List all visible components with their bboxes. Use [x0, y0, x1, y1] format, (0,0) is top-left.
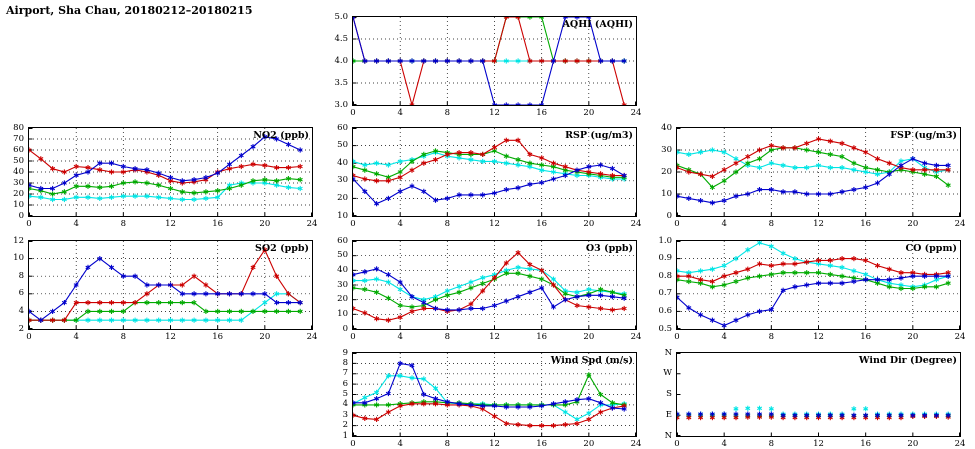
x-tick-label-rsp: 20 — [583, 219, 595, 229]
x-tick-label-so2: 20 — [259, 332, 271, 342]
y-tick-label-so2: 10 — [13, 253, 24, 264]
x-tick-label-wspd: 12 — [489, 439, 500, 449]
x-tick-label-no2: 4 — [73, 219, 79, 229]
x-tick-label-co: 0 — [674, 332, 680, 342]
plot-area-rsp — [352, 127, 637, 217]
y-tick-label-rsp: 20 — [337, 192, 348, 203]
series-co-s1 — [677, 274, 951, 329]
x-tick-label-wspd: 8 — [444, 439, 451, 449]
chart-title-wspd: Wind Spd (m/s) — [550, 355, 633, 366]
chart-title-rsp: RSP (ug/m3) — [565, 130, 633, 141]
x-tick-label-wspd: 0 — [350, 439, 356, 449]
y-tick-label-aqhi: 4.0 — [334, 55, 348, 66]
x-tick-label-wdir: 4 — [721, 439, 727, 449]
plot-svg-rsp — [353, 128, 636, 216]
x-tick-label-co: 4 — [721, 332, 727, 342]
x-tick-label-fsp: 16 — [860, 219, 872, 229]
x-tick-label-o3: 20 — [583, 332, 595, 342]
x-tick-label-wdir: 12 — [813, 439, 824, 449]
x-tick-label-wspd: 20 — [583, 439, 595, 449]
y-tick-label-no2: 50 — [13, 155, 24, 166]
x-tick-label-no2: 12 — [165, 219, 176, 229]
page-title: Airport, Sha Chau, 20180212–20180215 — [6, 4, 253, 17]
y-tick-label-wspd: 5 — [342, 389, 348, 399]
chart-title-wdir: Wind Dir (Degree) — [858, 355, 957, 366]
plot-svg-so2 — [29, 241, 312, 329]
plot-area-o3 — [352, 240, 637, 330]
x-tick-label-no2: 24 — [306, 219, 318, 229]
x-tick-label-o3: 24 — [630, 332, 642, 342]
x-tick-label-no2: 8 — [120, 219, 127, 229]
series-co-s2 — [677, 256, 951, 284]
x-tick-label-fsp: 4 — [721, 219, 727, 229]
y-tick-label-no2: 40 — [13, 166, 24, 177]
plot-area-wdir — [676, 352, 961, 437]
x-tick-label-rsp: 24 — [630, 219, 642, 229]
x-tick-label-wdir: 8 — [768, 439, 775, 449]
y-tick-label-no2: 80 — [13, 122, 24, 133]
plot-svg-aqhi — [353, 17, 636, 105]
plot-svg-no2 — [29, 128, 312, 216]
y-tick-label-no2: 0 — [18, 210, 24, 221]
y-tick-label-o3: 10 — [337, 308, 348, 319]
x-tick-label-wdir: 24 — [954, 439, 966, 449]
x-tick-label-no2: 0 — [26, 219, 32, 229]
x-tick-label-aqhi: 16 — [536, 108, 548, 118]
series-o3-s2 — [353, 250, 627, 323]
plot-svg-co — [677, 241, 960, 329]
x-tick-label-wdir: 20 — [907, 439, 919, 449]
y-tick-label-fsp: 40 — [661, 122, 672, 133]
x-tick-label-so2: 8 — [120, 332, 127, 342]
x-tick-label-co: 8 — [768, 332, 775, 342]
chart-title-fsp: FSP (ug/m3) — [890, 130, 957, 141]
y-tick-label-so2: 12 — [13, 235, 24, 246]
x-tick-label-wspd: 16 — [536, 439, 548, 449]
y-tick-label-wspd: 9 — [342, 347, 348, 358]
chart-title-o3: O3 (ppb) — [585, 243, 633, 254]
plot-area-aqhi — [352, 16, 637, 106]
x-tick-label-wspd: 24 — [630, 439, 642, 449]
x-tick-label-wdir: 16 — [860, 439, 872, 449]
series-fsp-s3 — [677, 145, 951, 190]
x-tick-label-so2: 16 — [212, 332, 224, 342]
y-tick-label-co: 1.0 — [658, 235, 672, 246]
y-tick-label-rsp: 10 — [337, 210, 348, 221]
y-tick-label-wspd: 8 — [342, 357, 348, 368]
y-tick-label-wdir: N — [664, 347, 672, 358]
y-tick-label-co: 0.8 — [658, 270, 672, 281]
y-tick-label-wspd: 2 — [342, 420, 348, 431]
x-tick-label-fsp: 0 — [674, 219, 680, 229]
x-tick-label-aqhi: 24 — [630, 108, 642, 118]
x-tick-label-so2: 4 — [73, 332, 79, 342]
y-tick-label-no2: 10 — [13, 199, 24, 210]
y-tick-label-fsp: 30 — [661, 144, 672, 155]
series-wdir-s3 — [677, 413, 951, 418]
series-rsp-s1 — [353, 162, 627, 206]
x-tick-label-fsp: 12 — [813, 219, 824, 229]
y-tick-label-no2: 20 — [13, 188, 24, 199]
y-tick-label-wspd: 1 — [342, 430, 348, 441]
y-tick-label-rsp: 60 — [337, 122, 348, 133]
x-tick-label-aqhi: 20 — [583, 108, 595, 118]
x-tick-label-aqhi: 12 — [489, 108, 500, 118]
x-tick-label-co: 24 — [954, 332, 966, 342]
y-tick-label-rsp: 40 — [337, 157, 348, 168]
y-tick-label-aqhi: 3.5 — [334, 77, 348, 88]
y-tick-label-no2: 30 — [13, 177, 24, 188]
y-tick-label-wspd: 7 — [342, 368, 348, 379]
y-tick-label-o3: 60 — [337, 235, 348, 246]
series-wdir-s1 — [677, 412, 951, 418]
series-no2-s4 — [29, 180, 302, 202]
plot-area-fsp — [676, 127, 961, 217]
chart-title-no2: NO2 (ppb) — [253, 130, 309, 141]
x-tick-label-rsp: 0 — [350, 219, 356, 229]
series-fsp-s1 — [677, 156, 951, 205]
plot-area-co — [676, 240, 961, 330]
y-tick-label-rsp: 30 — [337, 175, 348, 186]
y-tick-label-co: 0.5 — [658, 323, 672, 334]
chart-title-so2: SO2 (ppb) — [255, 243, 309, 254]
x-tick-label-fsp: 20 — [907, 219, 919, 229]
y-tick-label-aqhi: 4.5 — [334, 33, 348, 44]
y-tick-label-co: 0.7 — [658, 288, 672, 299]
x-tick-label-fsp: 8 — [768, 219, 775, 229]
plot-area-so2 — [28, 240, 313, 330]
y-tick-label-so2: 2 — [18, 323, 24, 334]
x-tick-label-aqhi: 4 — [397, 108, 403, 118]
x-tick-label-co: 20 — [907, 332, 919, 342]
y-tick-label-o3: 20 — [337, 294, 348, 305]
series-rsp-s4 — [353, 150, 627, 182]
x-tick-label-rsp: 4 — [397, 219, 403, 229]
series-o3-s1 — [353, 266, 627, 312]
y-tick-label-rsp: 50 — [337, 140, 348, 151]
x-tick-label-wdir: 0 — [674, 439, 680, 449]
x-tick-label-so2: 0 — [26, 332, 32, 342]
x-tick-label-co: 12 — [813, 332, 824, 342]
series-fsp-s2 — [677, 136, 951, 179]
x-tick-label-rsp: 16 — [536, 219, 548, 229]
x-tick-label-wspd: 4 — [397, 439, 403, 449]
y-tick-label-o3: 0 — [342, 323, 348, 334]
y-tick-label-so2: 6 — [18, 288, 24, 299]
x-tick-label-no2: 16 — [212, 219, 224, 229]
x-tick-label-o3: 4 — [397, 332, 403, 342]
y-tick-label-wdir: N — [664, 430, 672, 441]
y-tick-label-wdir: E — [665, 409, 672, 420]
x-tick-label-rsp: 8 — [444, 219, 451, 229]
y-tick-label-o3: 30 — [337, 279, 348, 290]
x-tick-label-so2: 24 — [306, 332, 318, 342]
x-tick-label-o3: 0 — [350, 332, 356, 342]
y-tick-label-co: 0.6 — [658, 305, 672, 316]
x-tick-label-rsp: 12 — [489, 219, 500, 229]
y-tick-label-fsp: 20 — [661, 166, 672, 177]
x-tick-label-aqhi: 8 — [444, 108, 451, 118]
chart-title-co: CO (ppm) — [905, 243, 957, 254]
x-tick-label-o3: 12 — [489, 332, 500, 342]
y-tick-label-o3: 40 — [337, 264, 348, 275]
x-tick-label-so2: 12 — [165, 332, 176, 342]
plot-area-wspd — [352, 352, 637, 437]
x-tick-label-co: 16 — [860, 332, 872, 342]
series-wdir-s4 — [677, 406, 951, 417]
x-tick-label-fsp: 24 — [954, 219, 966, 229]
chart-title-aqhi: AQHI (AQHI) — [562, 19, 633, 30]
x-tick-label-no2: 20 — [259, 219, 271, 229]
y-tick-label-so2: 4 — [18, 305, 24, 316]
x-tick-label-o3: 8 — [444, 332, 451, 342]
y-tick-label-fsp: 10 — [661, 188, 672, 199]
x-tick-label-aqhi: 0 — [350, 108, 356, 118]
y-tick-label-o3: 50 — [337, 250, 348, 261]
y-tick-label-so2: 8 — [18, 270, 24, 281]
y-tick-label-aqhi: 3.0 — [334, 99, 348, 110]
y-tick-label-co: 0.9 — [658, 253, 672, 264]
y-tick-label-wspd: 4 — [342, 399, 348, 410]
plot-svg-o3 — [353, 241, 636, 329]
series-wspd-s3 — [353, 372, 627, 407]
y-tick-label-no2: 70 — [13, 133, 24, 144]
plot-area-no2 — [28, 127, 313, 217]
x-tick-label-o3: 16 — [536, 332, 548, 342]
y-tick-label-fsp: 0 — [666, 210, 672, 221]
y-tick-label-no2: 60 — [13, 144, 24, 155]
series-rsp-s2 — [353, 138, 627, 184]
y-tick-label-wdir: W — [663, 368, 672, 379]
y-tick-label-wdir: S — [666, 389, 672, 399]
series-wdir-s2 — [677, 414, 951, 420]
y-tick-label-wspd: 6 — [342, 378, 348, 389]
y-tick-label-wspd: 3 — [342, 409, 348, 420]
plot-svg-fsp — [677, 128, 960, 216]
y-tick-label-aqhi: 5.0 — [334, 11, 348, 22]
series-so2-s4 — [29, 291, 302, 323]
